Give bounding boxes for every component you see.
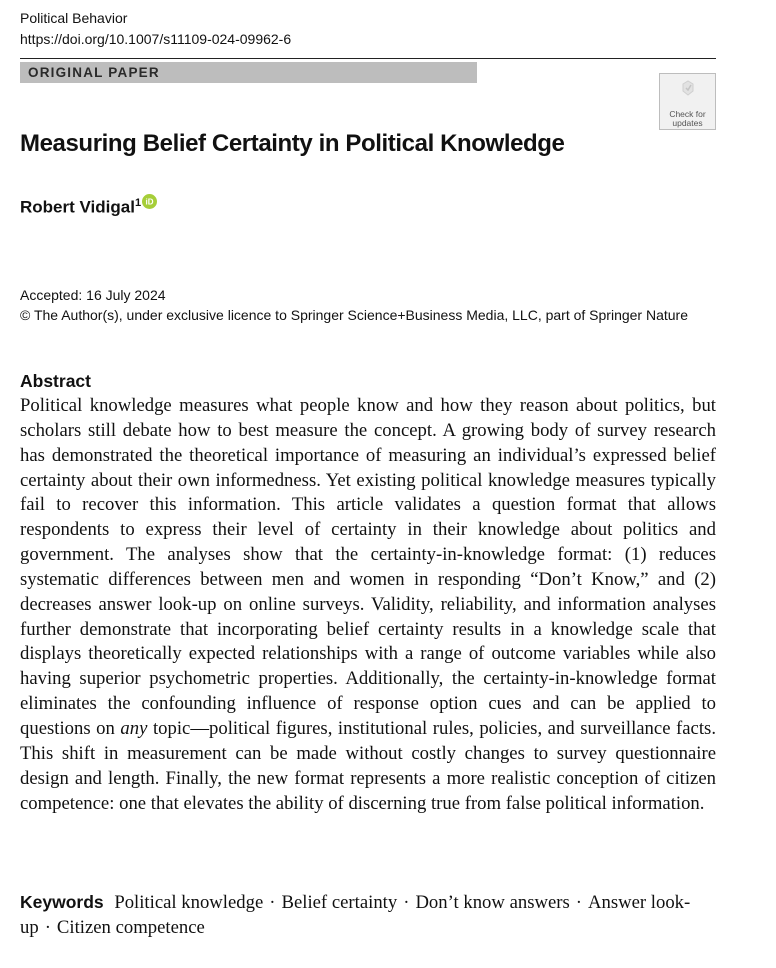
keyword-item: Citizen competence	[56, 917, 205, 938]
keyword-separator: ·	[269, 892, 276, 913]
orcid-icon-label: iD	[145, 197, 154, 207]
orcid-icon[interactable]	[142, 193, 157, 215]
abstract-text-part1: Political knowledge measures what people know and how they reason about politics, but scholars still debate how to best measure the concept. A growing body of survey research has demonstrated the theoretical importance of measuring an individual’s expressed belief certainty about their own informedness. Yet existing political knowledge measures typically fail to recover this information. This article validates a question format that allows respondents to express their level of certainty in their knowledge about politics and government. The analyses show that the certainty-in-knowledge format: (1) reduces systematic differences between men and women in responding “Don’t Know,” and (2) decreases answer look-up on online surveys. Validity, reliability, and information analyses further demonstrate that incorporating belief certainty results in a knowledge scale that displays theoretically expected relationships with a range of outcome variables while also having superior psychometric properties. Additionally, the certainty-in-knowledge format eliminates the confounding influence of response option cues and can be applied to questions on	[20, 395, 716, 739]
check-for-updates-label: Check for updates	[669, 109, 706, 128]
keywords-label: Keywords	[20, 892, 104, 912]
keyword-separator: ·	[44, 917, 51, 938]
author-line	[20, 192, 157, 219]
abstract-text	[20, 394, 716, 816]
article-title: Measuring Belief Certainty in Political Knowledge	[20, 130, 565, 157]
keyword-separator: ·	[575, 892, 582, 913]
journal-name: Political Behavior	[20, 10, 128, 26]
keyword-item: Political knowledge	[114, 892, 264, 913]
author-name[interactable]: Robert Vidigal	[20, 197, 135, 217]
header-divider	[20, 58, 716, 59]
crossmark-icon	[675, 78, 701, 108]
abstract-italic-word: any	[120, 717, 148, 739]
keywords-line	[20, 890, 716, 940]
doi-link[interactable]: https://doi.org/10.1007/s11109-024-09962-6	[20, 31, 292, 47]
paper-type-banner: ORIGINAL PAPER	[20, 62, 477, 83]
keyword-item: Answer look-up	[20, 892, 691, 938]
keyword-item: Don’t know answers	[415, 892, 570, 913]
abstract-heading: Abstract	[20, 371, 91, 391]
affiliation-mark: 1	[134, 197, 142, 209]
keyword-item: Belief certainty	[281, 892, 398, 913]
check-for-updates-button[interactable]	[659, 73, 716, 130]
copyright-notice: © The Author(s), under exclusive licence to Springer Science+Business Media, LLC, part of Springer Nature	[20, 307, 689, 323]
abstract-text-part2: topic—political figures, institutional rules, policies, and surveillance facts. This shift in measurement can be made without costly changes to survey questionnaire design and length. Finally, the new format represents a more realistic conception of citizen competence: one that elevates the ability of discerning true from false political information.	[20, 717, 716, 814]
accepted-date: Accepted: 16 July 2024	[20, 287, 166, 303]
keyword-separator: ·	[403, 892, 410, 913]
